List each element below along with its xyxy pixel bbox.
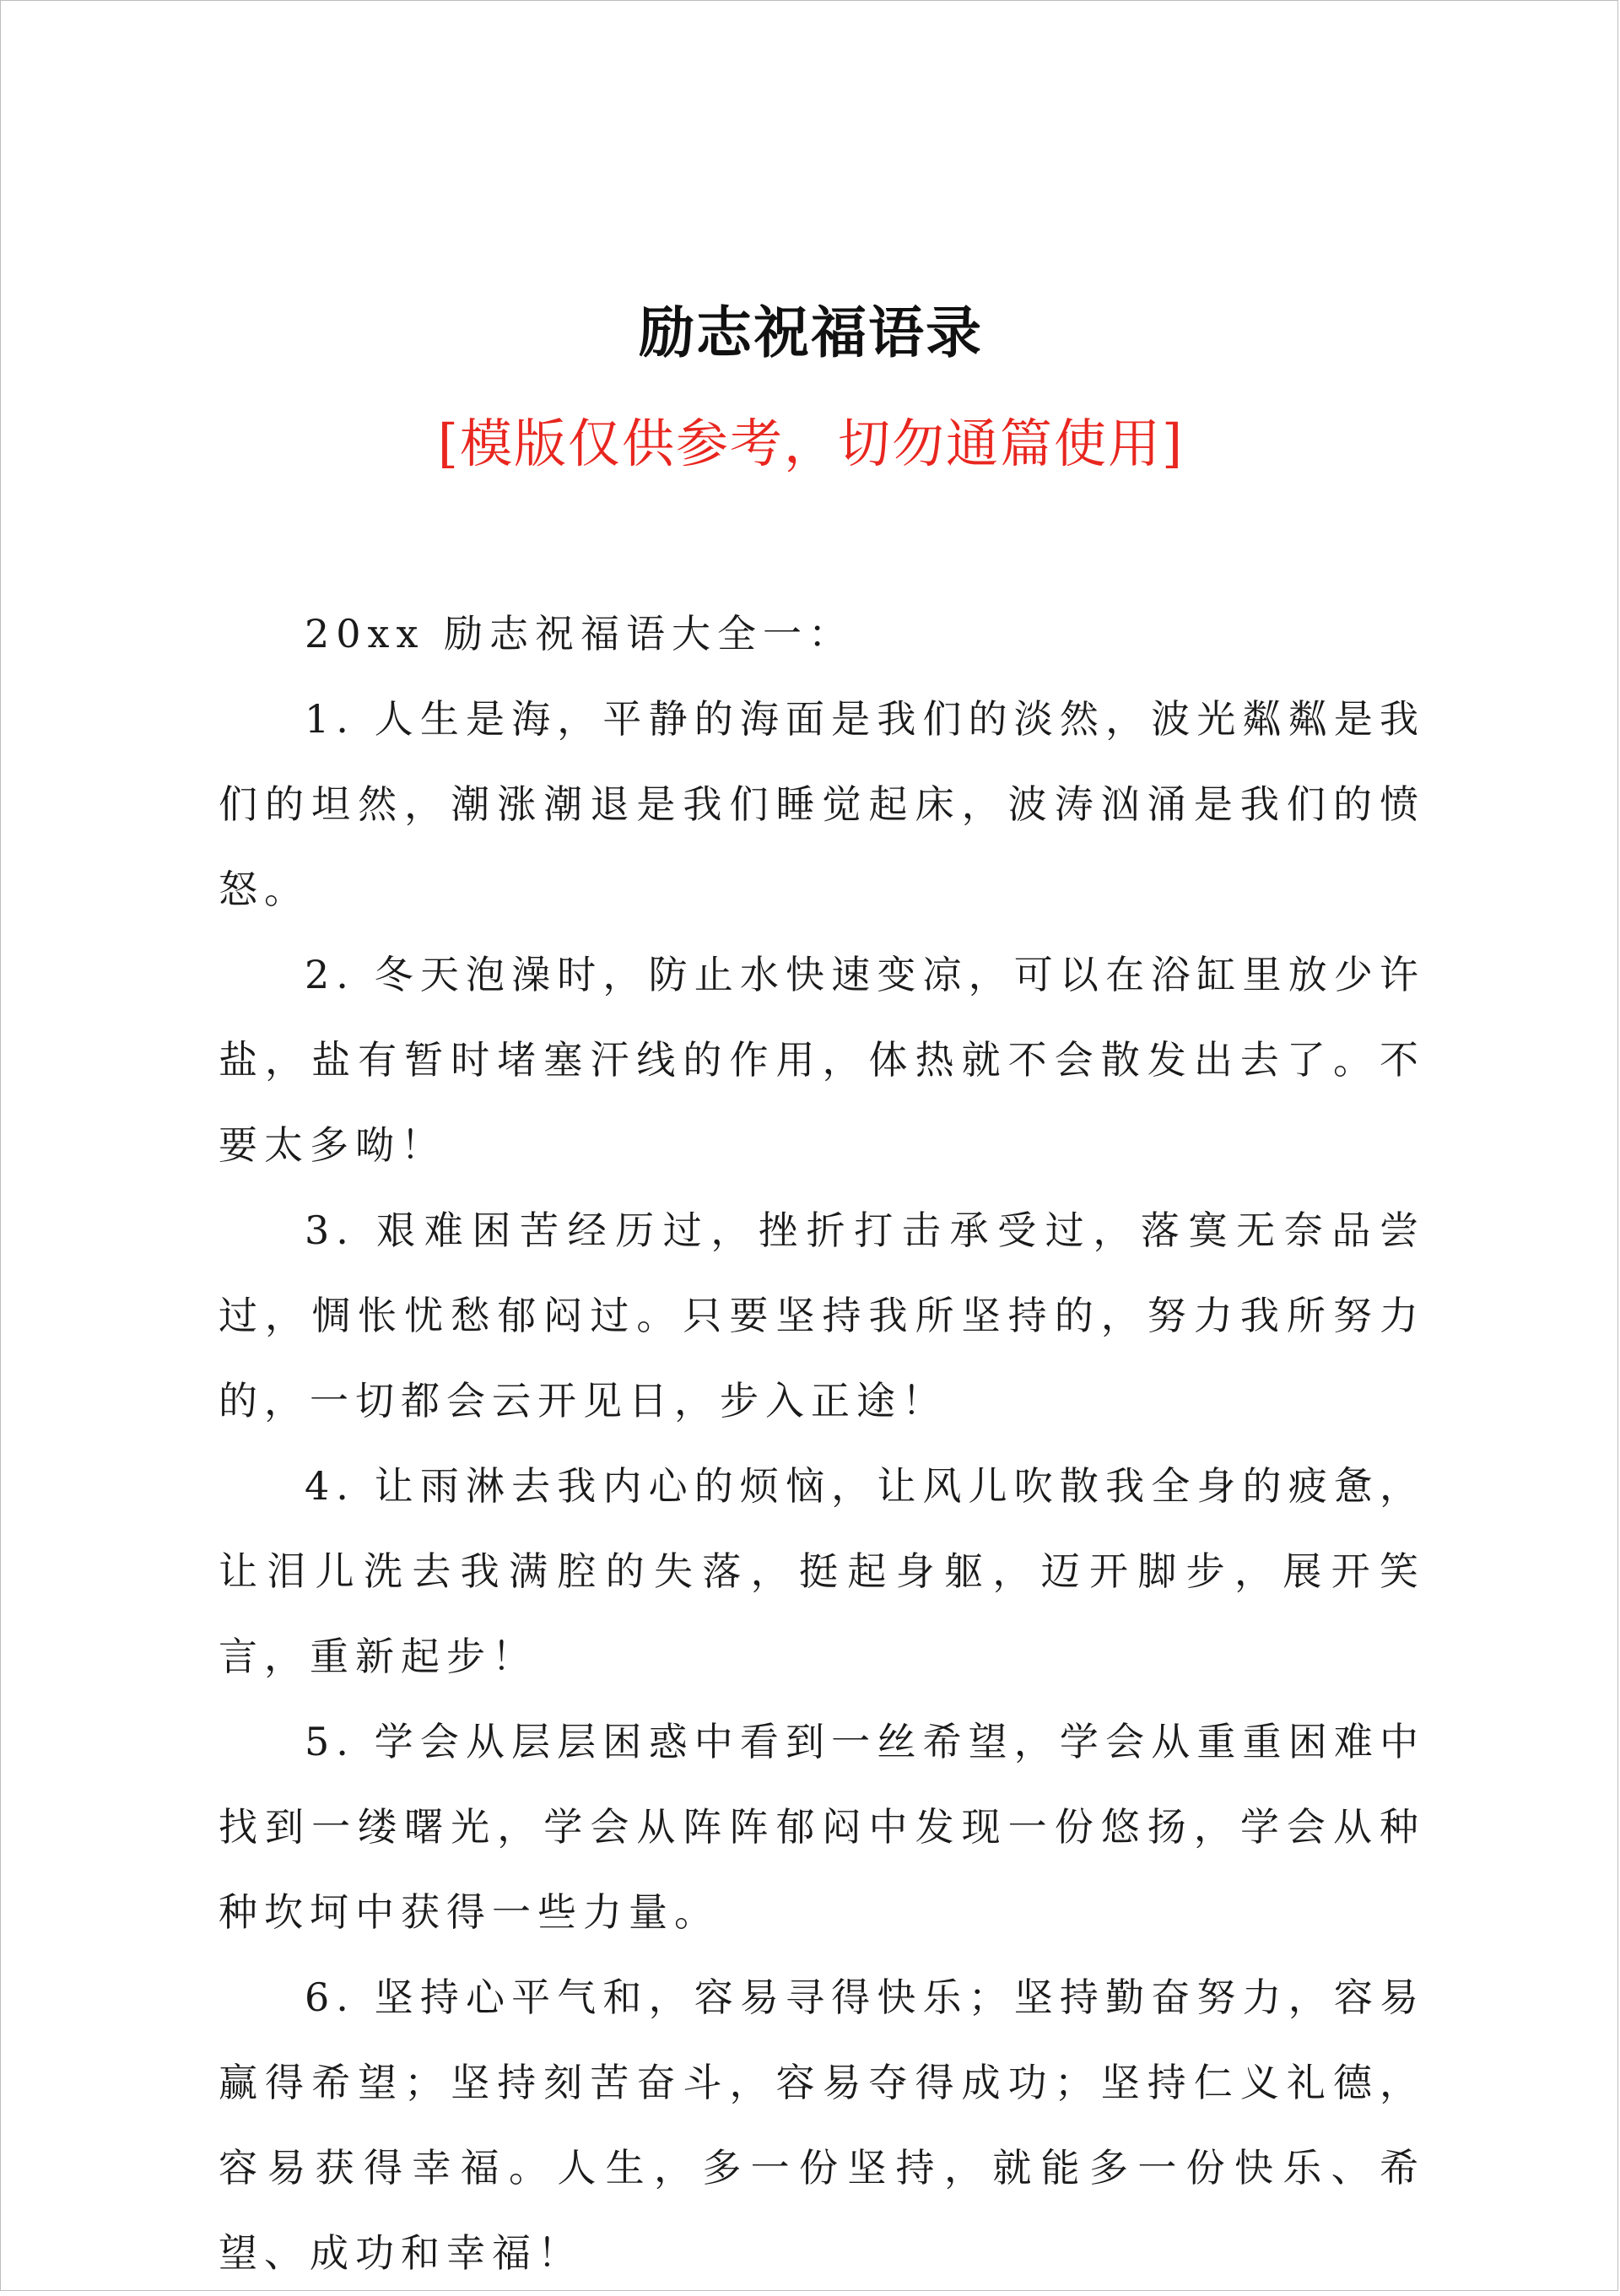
document-title: 励志祝福语录 [639,300,983,365]
paragraph-5: 5. 学会从层层困惑中看到一丝希望，学会从重重困难中找到一缕曙光，学会从阵阵郁闷中发现一份悠扬，学会从种种坎坷中获得一些力量。 [219,1719,1425,1935]
paragraph-2: 2. 冬天泡澡时，防止水快速变凉，可以在浴缸里放少许盐，盐有暂时堵塞汗线的作用，体热就不会散发出去了。不要太多呦！ [219,952,1425,1168]
template-notice: [模版仅供参考，切勿通篇使用] [437,413,1185,474]
paragraph-3: 3. 艰难困苦经历过，挫折打击承受过，落寞无奈品尝过，惆怅忧愁郁闷过。只要坚持我所坚持的，努力我所努力的，一切都会云开见日，步入正途！ [219,1207,1425,1424]
document-body [219,592,1425,2296]
paragraph-1: 1. 人生是海，平静的海面是我们的淡然，波光粼粼是我们的坦然，潮涨潮退是我们睡觉起床，波涛汹涌是我们的愤怒。 [219,696,1425,912]
paragraph-4: 4. 让雨淋去我内心的烦恼，让风儿吹散我全身的疲惫，让泪儿洗去我满腔的失落，挺起身躯，迈开脚步，展开笑言，重新起步！ [219,1463,1425,1679]
section-heading: 20xx 励志祝福语大全一： [305,611,855,656]
paragraph-6: 6. 坚持心平气和，容易寻得快乐；坚持勤奋努力，容易赢得希望；坚持刻苦奋斗，容易夺得成功；坚持仁义礼德，容易获得幸福。人生，多一份坚持，就能多一份快乐、希望、成功和幸福！ [219,1975,1425,2276]
